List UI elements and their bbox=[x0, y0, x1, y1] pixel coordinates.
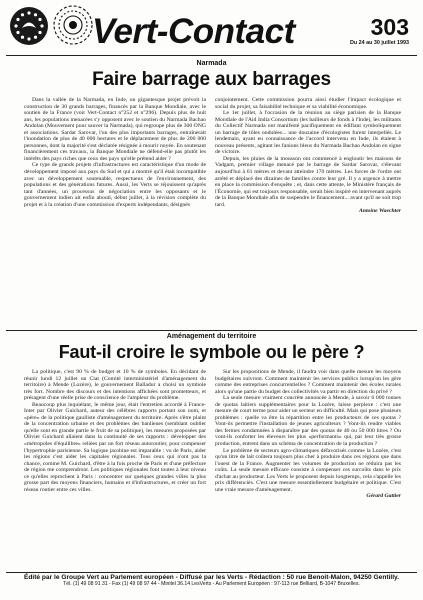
article1-column-right bbox=[215, 97, 401, 215]
masthead-divider bbox=[6, 55, 417, 56]
paragraph: Beaucoup plus inquiétant, le même jour, était l'entretien accordé à France-Inter par Olivier Guichard, auteur des célèbres rapports portant son nom, et «père» de la politique gaulliste d'aménagement du territoire. Après s'être plaint de la concentration urbaine et des problèmes des banlieues (semblant oublier qu'elle sont en grande partie le fruit de sa politique), les mesures proposées par Olivier Guichard allaient dans la continuité de ses rapports : développer des «métropoles d'équilibre» reliées par un fort réseau autoroutier, pour compenser l'hypertrophie parisienne. Sa logique jacobine est imparable : vu de Paris, aider les régions c'est aider les capitales régionales. Tous ceux qui n'ont pas la chance, comme M. Guichard, d'être à la fois proche de Paris et d'une préfecture de région me comprendront. Les politiques régionales font toutes à leur niveau ce qu'elles reprochent à Paris : concentrer sur quelques grandes villes la plus grosse part des moyens financiers, humains et d'infrastructures, et créer un fort réseau routier entre ces villes. bbox=[24, 401, 206, 493]
article2-signature: Gérard Gattier bbox=[366, 493, 401, 500]
article2-column-left bbox=[24, 369, 206, 493]
paragraph: conjointement. Cette commission pourra ainsi étudier l'impact écologique et social du projet, sa faisabilité technique et sa viabilité économique. bbox=[215, 97, 401, 110]
footer-phone: Tél. (1) 49 08 91 31 - Fax (1) 49 08 97 44 bbox=[63, 581, 157, 587]
publication-title: Vert-Contact bbox=[92, 12, 295, 51]
paragraph: Ce type de grands projets d'infrastructures est caractéristique d'un mode de développement imposé aux pays du Sud et qui a montré qu'il était incompatible avec un développement soutenable, respectueux de l'environnement, des populations et des générations futures. Aussi, les Verts se réjouissent qu'après tant d'années, un processus de négociation entre les opposants et le gouvernement indien ait enfin abouti, début juillet, à la révision complète du projet et à la création d'une commission d'experts indépendants, désignés bbox=[24, 162, 206, 208]
article1-kicker: Narmada bbox=[196, 60, 227, 67]
footer-divider bbox=[6, 572, 417, 573]
issue-number: 303 bbox=[370, 14, 409, 40]
issue-date: Du 24 au 30 juillet 1993 bbox=[349, 40, 409, 46]
article1-headline: Faire barrage aux barrages bbox=[92, 69, 331, 90]
footer-publisher-line: Édité par le Groupe Vert au Parlement européen - Diffusé par les Verts - Rédaction : 50 rue Benoit-Malon, 94250 Gentilly. bbox=[23, 574, 400, 581]
footer-minitel: Minitel 36.14 LesVerts - Au Parlement Européen : 97-113 rue Belliard, B-1047 Bruxelles. bbox=[161, 581, 360, 587]
article1-column-left bbox=[24, 97, 206, 208]
paragraph: Le 1er juillet, à l'occasion de la réunion au siège parisien de la Banque Mondiale de l'Aid India Consortium (les bailleurs de fonds à l'Inde), les militants du Collectif Narmada ont manifesté pacifiquement en édifiant symboliquement un barrage de tôles ondulées... une douzaine d'écologistes furent interpellés. Le lendemain, ayant eu connaissance de l'accord intervenu en Inde, ils étaient à nouveau présents, agitant les fanions bleus du Narmada Bachao Andolan en signe de victoire. bbox=[215, 110, 401, 156]
footer-contact-line: Tél. (1) 49 08 91 31 - Fax (1) 49 08 97 44 - Minitel 36.14 LesVerts - Au Parlement Européen : 97-113 rue Belliard, B-1047 Bruxelles. bbox=[63, 581, 360, 587]
eu-stars-logo bbox=[8, 5, 50, 47]
paragraph: La politique, c'est 90 % de budget et 10 % de symboles. En décidant de réunir lundi 12 juillet un Ciat (Comité interministériel d'aménagement du territoire) à Mende (Lozère), le gouvernement Balladur a choisi un symbole très fort. Nombre des discours et des intentions affichées sont prometteurs, et présagent d'une réelle prise de conscience de l'ampleur du problème. bbox=[24, 369, 206, 402]
article2-kicker: Aménagement du territoire bbox=[166, 333, 257, 340]
paragraph: Depuis, les pluies de la mousson ont commencé à engloutir les maisons de Vadgam, premier village menacé par le barrage de Sardar Sarovar, s'élevant aujourd'hui à 61 mètres et devant atteindre 170 mètres. Les forces de l'ordre ont arrêté et déplacé des dizaines de familles contre leur gré. Il y a urgence à mettre en place la commission d'enquête ; et, dans cette attente, le Ministère français de l'Économie, qui est toujours responsable, serait bien inspiré en intervenant auprès de la Banque Mondiale afin de suspendre le financement... avant qu'il ne soit trop tard. bbox=[215, 155, 401, 208]
article2-headline: Faut-il croire le symbole ou le père ? bbox=[58, 342, 365, 362]
paragraph: Dans la vallée de la Narmada, en Inde, un gigantesque projet prévoit la construction de 30 grands barrages, financés par la Banque Mondiale, avec le soutien de la France (voir Vert-Contact n°252 et n°296). Depuis plus de huit ans, les populations menacées s'y opposent avec le soutien du Narmada Bachao Andolan (Mouvement pour sauver la Narmada), qui regroupe plus de 300 ONG et associations. Sardar Sarovar, l'un des plus importants barrages, entraînerait l'inondation de plus de 40 000 hectares et le déplacement de plus de 200 000 personnes, dont la majorité s'est déclarée résignée à mourir noyée. En soutenant financièrement ces travaux, la Banque Mondiale ne défend-elle pas plutôt les intérêts des pays riches que ceux des pays qu'elle prétend aider ? bbox=[24, 97, 206, 162]
footer bbox=[0, 574, 423, 587]
paragraph: Le problème de secteurs agro-climatiques défavorisés comme la Lozère, c'est qu'un litre de lait coûtera toujours plus cher à produire dans ces régions que dans l'ouest de la France. Augmenter les volumes de production ne réduira pas les coûts. La seule mesure efficace consiste à compenser ces surcoûts dans le prix d'achat au producteur. Les Verts le proposent depuis longtemps, cela s'appelle les prix différenciés. C'est une mesure essentiellement budgétaire et politique. C'est une vraie mesure d'aménagement. bbox=[215, 447, 401, 493]
article2-column-right bbox=[215, 369, 401, 500]
paragraph: La seule mesure vraiment concrète annoncée à Mende, à savoir 6 000 tonnes de quotas laitiers supplémentaires pour la Lozère, laisse perplexe : c'est une mesure de court terme pour aider un secteur en difficulté. Mais qui pose plusieurs problèmes : quelle va être la répartition entre les producteurs de ces quotas ? Vont-ils permettre l'installation de jeunes agriculteurs ? Vont-ils rendre viables des fermes condamnées à disparaître par des quotas de 40 ou 50 000 litres ? Ou vont-ils conforter les éleveurs les plus «performants» qui, par leur très grosse production, entrent dans un schéma de concentration de la production ? bbox=[215, 395, 401, 448]
paragraph: Sur les propositions de Mende, il faudra voir dans quelle mesure les moyens budgétaires suivront. Comment maintenir les services publics lorsqu'on les gère comme des entreprises concurrentielles ? Comment maintenir des écoles rurales alors qu'une partie du budget des collectivités va partir en direction du privé ? bbox=[215, 369, 401, 395]
article-divider bbox=[6, 330, 417, 331]
verts-sunflower-icon bbox=[50, 2, 96, 48]
article1-signature: Antoine Waechter bbox=[359, 208, 401, 215]
